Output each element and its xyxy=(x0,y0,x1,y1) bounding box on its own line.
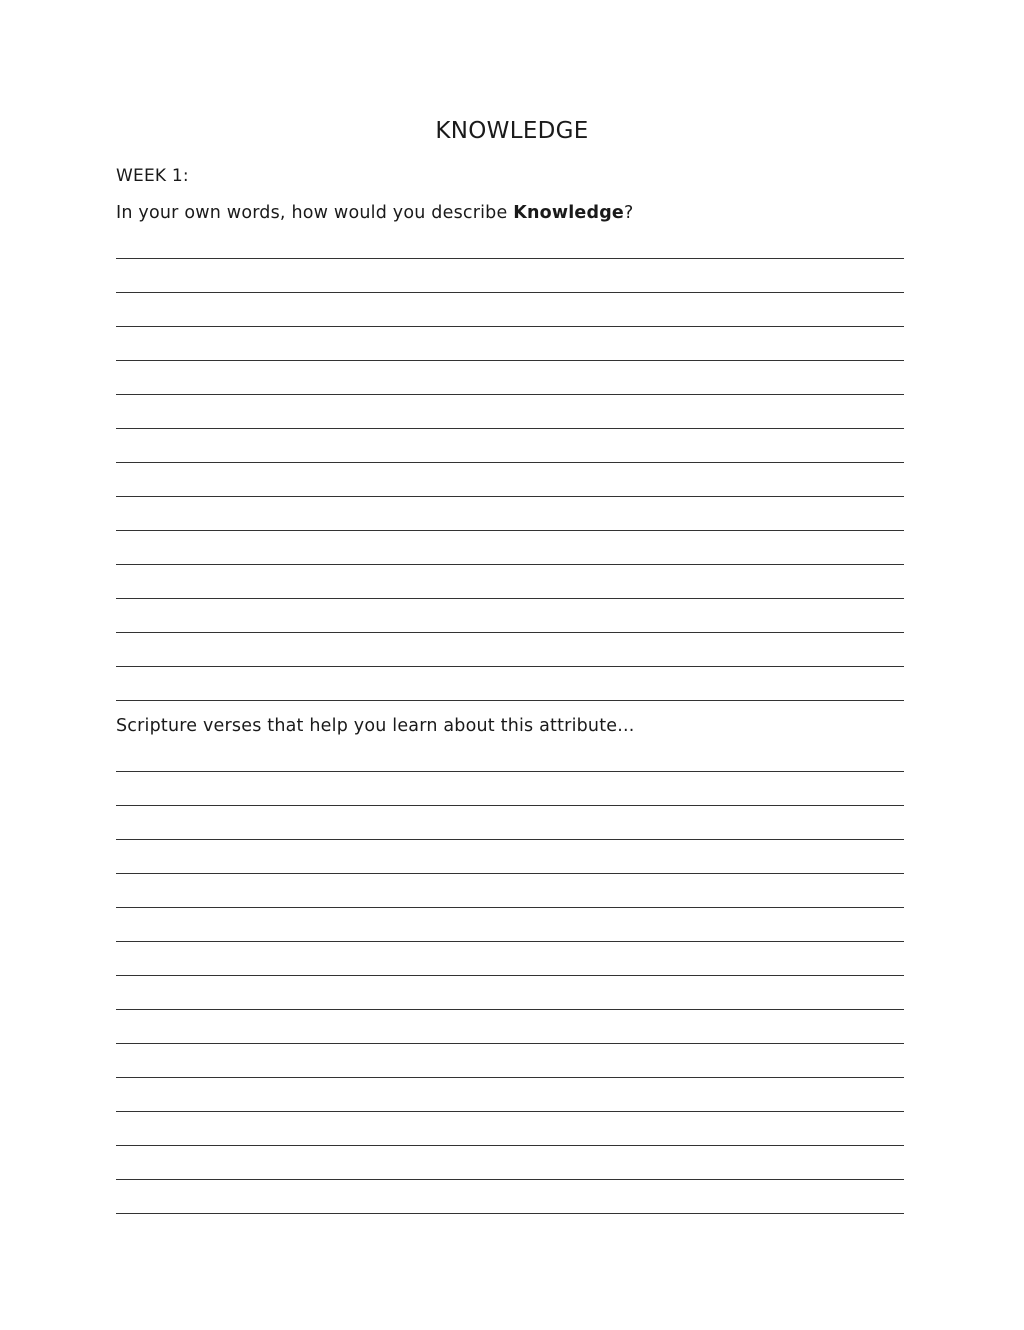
writing-line[interactable] xyxy=(116,395,904,429)
writing-line[interactable] xyxy=(116,361,904,395)
writing-line[interactable] xyxy=(116,840,904,874)
writing-line[interactable] xyxy=(116,225,904,259)
writing-line[interactable] xyxy=(116,565,904,599)
writing-line[interactable] xyxy=(116,531,904,565)
writing-line[interactable] xyxy=(116,976,904,1010)
writing-line[interactable] xyxy=(116,293,904,327)
writing-line[interactable] xyxy=(116,1112,904,1146)
writing-line[interactable] xyxy=(116,1180,904,1214)
scripture-answer-lines xyxy=(116,738,904,1214)
prompt-text-end: ? xyxy=(624,203,634,223)
prompt-text-start: In your own words, how would you describe xyxy=(116,203,514,223)
writing-line[interactable] xyxy=(116,667,904,701)
writing-line[interactable] xyxy=(116,908,904,942)
writing-line[interactable] xyxy=(116,259,904,293)
writing-line[interactable] xyxy=(116,806,904,840)
writing-line[interactable] xyxy=(116,772,904,806)
scripture-prompt: Scripture verses that help you learn about this attribute... xyxy=(116,716,635,736)
writing-line[interactable] xyxy=(116,942,904,976)
writing-line[interactable] xyxy=(116,874,904,908)
description-answer-lines xyxy=(116,225,904,701)
writing-line[interactable] xyxy=(116,599,904,633)
writing-line[interactable] xyxy=(116,633,904,667)
writing-line[interactable] xyxy=(116,1146,904,1180)
writing-line[interactable] xyxy=(116,1044,904,1078)
writing-line[interactable] xyxy=(116,327,904,361)
description-prompt xyxy=(116,203,634,223)
writing-line[interactable] xyxy=(116,429,904,463)
page-title: KNOWLEDGE xyxy=(435,118,589,144)
prompt-emphasis: Knowledge xyxy=(513,203,625,223)
writing-line[interactable] xyxy=(116,463,904,497)
writing-line[interactable] xyxy=(116,1010,904,1044)
writing-line[interactable] xyxy=(116,497,904,531)
writing-line[interactable] xyxy=(116,1078,904,1112)
writing-line[interactable] xyxy=(116,738,904,772)
week-label: WEEK 1: xyxy=(116,166,189,186)
